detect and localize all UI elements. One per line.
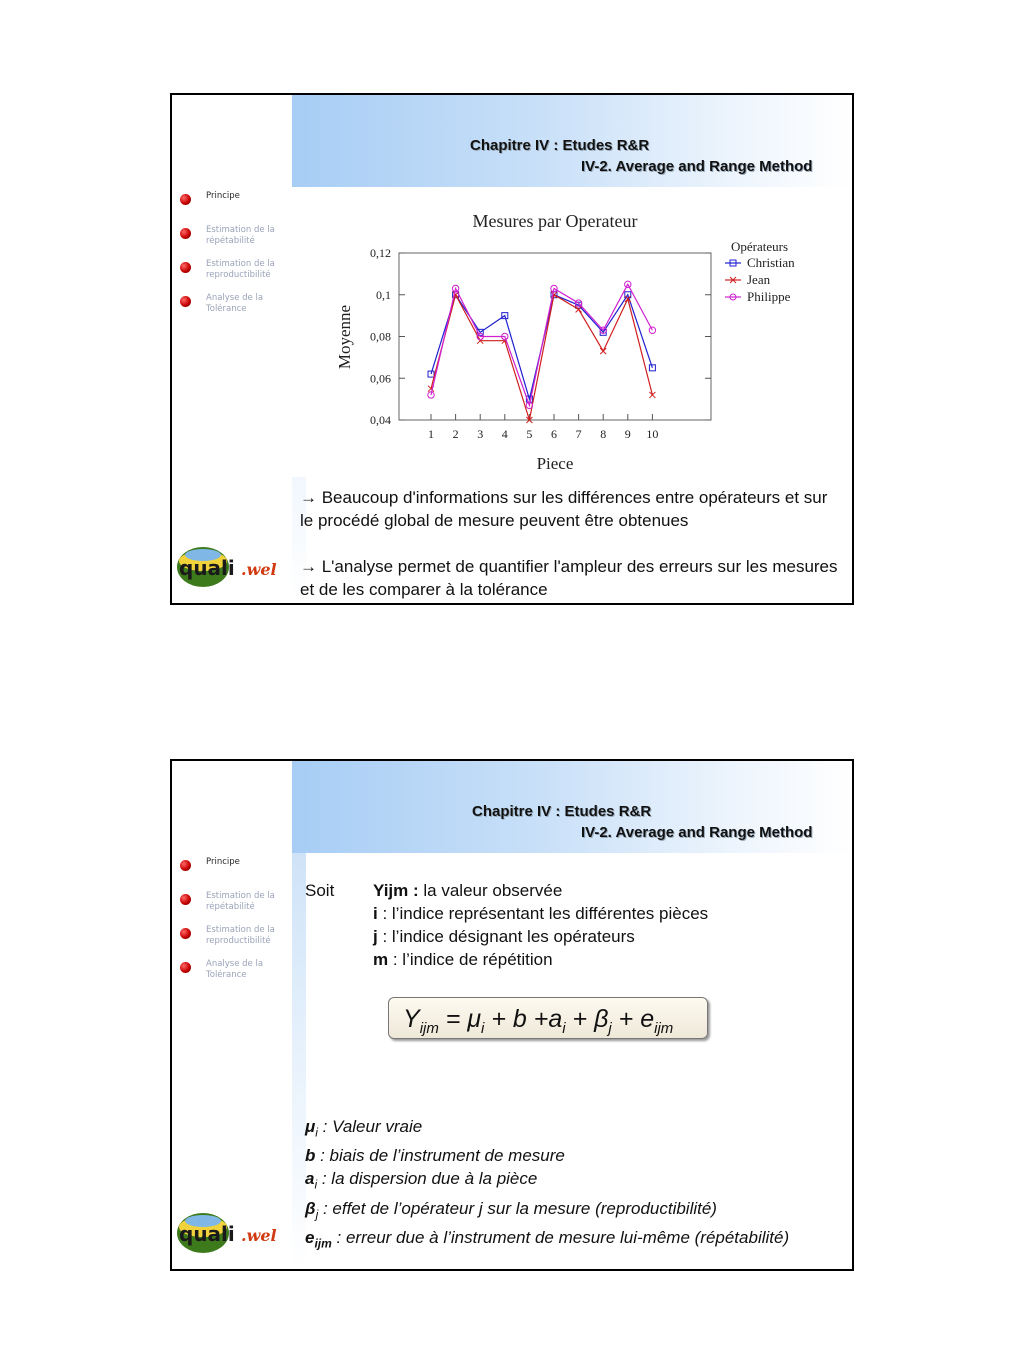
x-tick-label: 3: [477, 427, 484, 441]
y-tick-label: 0,12: [370, 246, 391, 260]
def-j: j : l’indice désignant les opérateurs: [373, 927, 635, 946]
nav-item-repetabilite[interactable]: Estimation de la répétabilité: [176, 225, 286, 259]
term-def-3: $\beta_j$ : effet de l’opérateur j sur la mesure (reproductibilité): [305, 1198, 717, 1222]
legend-label: Philippe: [747, 289, 791, 304]
logo-suffix: .wel: [241, 1226, 277, 1245]
legend-label: Jean: [747, 272, 771, 287]
term-def-2: $a_i$ : la dispersion due à la pièce: [305, 1169, 538, 1192]
y-axis-label: Moyenne: [335, 304, 354, 370]
slide-2: [170, 759, 854, 1271]
bullet-icon: [180, 962, 191, 973]
chapter-title: Chapitre IV : Etudes R&R: [470, 137, 650, 154]
soit-label: Soit: [305, 881, 335, 900]
chart-title: Mesures par Operateur: [472, 211, 638, 231]
term-def-1: b : biais de l’instrument de mesure: [305, 1146, 565, 1166]
def-m: m : l’indice de répétition: [373, 950, 553, 969]
term-legend: [305, 1115, 789, 1256]
nav-item-tolerance[interactable]: Analyse de la Tolérance: [176, 959, 286, 993]
bullet-icon: [180, 860, 191, 871]
side-strip: [292, 853, 306, 1269]
bullet-icon: [180, 228, 191, 239]
logo-text: quali: [179, 1222, 235, 1246]
x-tick-label: 10: [646, 427, 659, 441]
x-tick-label: 7: [575, 427, 582, 441]
bullet-icon: [180, 262, 191, 273]
x-tick-label: 6: [551, 427, 557, 441]
side-nav: [176, 191, 286, 327]
legend-title: Opérateurs: [731, 239, 789, 254]
chart-container: [287, 187, 820, 477]
x-tick-label: 9: [624, 427, 631, 441]
logo-suffix: .wel: [241, 560, 277, 579]
quali-wel-logo: [175, 541, 287, 597]
slide-1: [170, 93, 854, 605]
quali-wel-logo: [175, 1207, 287, 1263]
y-tick-label: 0,06: [370, 371, 391, 386]
x-tick-label: 5: [526, 427, 533, 441]
nav-item-tolerance[interactable]: Analyse de la Tolérance: [176, 293, 286, 327]
bullet-icon: [180, 894, 191, 905]
paragraph-analysis: → L'analyse permet de quantifier l'ampleur des erreurs sur les mesures et de les comparer à la tolérance: [300, 557, 838, 599]
nav-item-principe[interactable]: Principe: [176, 191, 286, 225]
def-yijm: Yijm : la valeur observée: [373, 881, 563, 900]
bullet-icon: [180, 928, 191, 939]
line-chart: [287, 187, 820, 477]
nav-item-reproductibilite[interactable]: Estimation de la reproductibilité: [176, 259, 286, 293]
term-def-4: $e_{ijm}$ : erreur due à l’instrument de mesure lui-même (répétabilité): [305, 1228, 790, 1251]
section-title: IV-2. Average and Range Method: [581, 824, 813, 841]
nav-item-reproductibilite[interactable]: Estimation de la reproductibilité: [176, 925, 286, 959]
x-tick-label: 2: [452, 427, 459, 441]
section-title: IV-2. Average and Range Method: [581, 158, 813, 175]
x-tick-label: 4: [501, 427, 508, 441]
y-tick-label: 0,08: [370, 329, 391, 344]
x-tick-label: 8: [600, 427, 607, 441]
logo-text: quali: [179, 556, 235, 580]
side-nav: [176, 857, 286, 993]
nav-item-principe[interactable]: Principe: [176, 857, 286, 891]
y-tick-label: 0,1: [376, 287, 391, 302]
term-def-0: $\mu_i$ : Valeur vraie: [305, 1117, 423, 1140]
bullet-icon: [180, 194, 191, 205]
x-tick-label: 1: [428, 427, 434, 441]
nav-item-repetabilite[interactable]: Estimation de la répétabilité: [176, 891, 286, 925]
def-i: i : l’indice représentant les différentes pièces: [373, 904, 709, 923]
y-tick-label: 0,04: [370, 413, 391, 427]
bullet-icon: [180, 296, 191, 307]
model-formula: $Y_{ijm} = \mu_i + b +a_i + \beta_j + e_{ijm}$: [388, 997, 708, 1039]
x-axis-label: Piece: [536, 454, 574, 473]
chapter-title: Chapitre IV : Etudes R&R: [472, 803, 652, 820]
plot-frame: [399, 253, 711, 420]
paragraph-info: → Beaucoup d'informations sur les différences entre opérateurs et sur le procédé global de mesure peuvent être obtenues: [300, 488, 828, 530]
legend-label: Christian: [747, 255, 795, 270]
